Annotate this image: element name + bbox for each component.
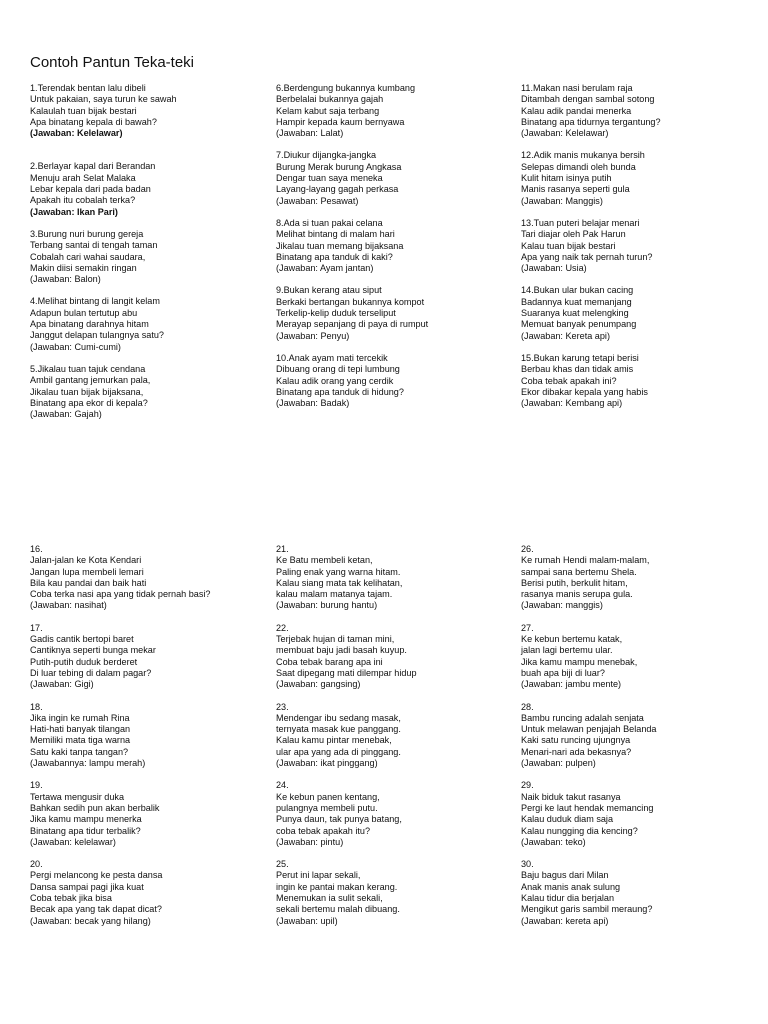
pantun-line: Kalau adik orang yang cerdik (276, 375, 394, 386)
pantun-stanza (521, 285, 757, 341)
pantun-line: Selepas dimandi oleh bunda (521, 161, 636, 172)
pantun-stanza (276, 623, 512, 691)
pantun-line: 10.Anak ayam mati tercekik (276, 352, 388, 363)
pantun-line: Perut ini lapar sekali, (276, 870, 361, 881)
pantun-answer: (Jawaban: Lalat) (276, 128, 344, 139)
pantun-line: Cobalah cari wahai saudara, (30, 251, 146, 262)
pantun-line: Kalau tuan bijak bestari (521, 240, 616, 251)
pantun-answer: (Jawaban: Gajah) (30, 409, 102, 420)
pantun-answer: (Jawaban: manggis) (521, 600, 603, 611)
pantun-line: Ekor dibakar kepala yang habis (521, 386, 648, 397)
pantun-line: Ke Batu membeli ketan, (276, 555, 373, 566)
pantun-line: 4.Melihat bintang di langit kelam (30, 296, 160, 307)
pantun-line: Binatang apa ekor di kepala? (30, 397, 148, 408)
pantun-line: ingin ke pantai makan kerang. (276, 881, 398, 892)
pantun-line: 8.Ada si tuan pakai celana (276, 217, 383, 228)
pantun-line: 5.Jikalau tuan tajuk cendana (30, 363, 146, 374)
pantun-line: Bambu runcing adalah senjata (521, 712, 644, 723)
pantun-line: Coba tebak apakah ini? (521, 375, 617, 386)
pantun-answer: (Jawaban: Kembang api) (521, 398, 623, 409)
pantun-line: 24. (276, 780, 289, 791)
pantun-line: Ke kebun panen kentang, (276, 791, 380, 802)
pantun-line: Jangan lupa membeli lemari (30, 566, 144, 577)
pantun-line: Coba terka nasi apa yang tidak pernah basi? (30, 589, 211, 600)
pantun-line: Melihat bintang di malam hari (276, 229, 395, 240)
column-top-1 (30, 83, 266, 420)
pantun-line: Jika ingin ke rumah Rina (30, 712, 130, 723)
pantun-line: 23. (276, 701, 289, 712)
pantun-line: buah apa biji di luar? (521, 667, 605, 678)
column-bottom-2 (276, 544, 512, 927)
pantun-line: Manis rasanya seperti gula (521, 184, 630, 195)
pantun-line: 28. (521, 701, 534, 712)
column-top-2 (276, 83, 512, 409)
pantun-stanza (521, 150, 757, 206)
pantun-answer: (Jawaban: Ayam jantan) (276, 263, 374, 274)
pantun-line: 27. (521, 622, 534, 633)
pantun-line: Janggut delapan tulangnya satu? (30, 330, 164, 341)
pantun-line: Kaki satu runcing ujungnya (521, 735, 631, 746)
pantun-line: Bahkan sedih pun akan berbalik (30, 802, 160, 813)
pantun-line: Putih-putih duduk berderet (30, 656, 138, 667)
pantun-stanza (521, 353, 757, 409)
pantun-line: 13.Tuan puteri belajar menari (521, 217, 640, 228)
pantun-line: Tertawa mengusir duka (30, 791, 125, 802)
pantun-line: 18. (30, 701, 43, 712)
pantun-line: Berisi putih, berkulit hitam, (521, 577, 628, 588)
pantun-stanza (521, 623, 757, 691)
pantun-answer: (Jawaban: nasihat) (30, 600, 107, 611)
pantun-line: 21. (276, 544, 289, 554)
pantun-answer: (Jawaban: ikat pinggang) (276, 758, 378, 769)
pantun-line: Coba tebak jika bisa (30, 893, 112, 904)
pantun-line: Merayap sepanjang di paya di rumput (276, 319, 429, 330)
pantun-answer: (Jawaban: burung hantu) (276, 600, 378, 611)
pantun-line: 29. (521, 780, 534, 791)
pantun-stanza (521, 544, 757, 612)
pantun-line: Punya daun, tak punya batang, (276, 814, 402, 825)
pantun-stanza (521, 780, 757, 848)
pantun-line: Kalau nungging dia kencing? (521, 825, 638, 836)
pantun-line: Coba tebak barang apa ini (276, 656, 383, 667)
pantun-line: Apa binatang darahnya hitam (30, 319, 149, 330)
pantun-line: 20. (30, 859, 43, 870)
pantun-answer: (Jawaban: Ikan Pari) (30, 206, 118, 217)
pantun-line: Adapun bulan tertutup abu (30, 307, 138, 318)
pantun-line: Menuju arah Selat Malaka (30, 172, 136, 183)
pantun-line: rasanya manis serupa gula. (521, 589, 633, 600)
pantun-stanza (276, 544, 512, 612)
pantun-answer: (Jawaban: kereta api) (521, 915, 609, 926)
pantun-answer: (Jawaban: Manggis) (521, 195, 603, 206)
pantun-stanza (276, 285, 512, 341)
pantun-answer: (Jawaban: teko) (521, 836, 586, 847)
pantun-line: ternyata masak kue panggang. (276, 724, 401, 735)
pantun-line: Layang-layang gagah perkasa (276, 184, 399, 195)
pantun-line: Untuk melawan penjajah Belanda (521, 724, 657, 735)
pantun-line: Apa binatang kepala di bawah? (30, 116, 157, 127)
pantun-line: Lebar kepala dari pada badan (30, 184, 151, 195)
pantun-stanza (521, 218, 757, 274)
pantun-line: Terjebak hujan di taman mini, (276, 634, 395, 645)
pantun-line: Binatang apa tanduk di kaki? (276, 251, 393, 262)
pantun-line: 11.Makan nasi berulam raja (521, 83, 633, 93)
pantun-answer: (Jawaban: kelelawar) (30, 836, 116, 847)
pantun-line: Terbang santai di tengah taman (30, 240, 158, 251)
pantun-stanza (30, 859, 266, 927)
pantun-line: ular apa yang ada di pinggang. (276, 746, 401, 757)
pantun-stanza (521, 859, 757, 927)
pantun-line: Memuat banyak penumpang (521, 319, 637, 330)
pantun-line: Jikalau tuan bijak bijaksana, (30, 386, 144, 397)
pantun-line: Satu kaki tanpa tangan? (30, 746, 129, 757)
pantun-line: 16. (30, 544, 43, 554)
pantun-line: Gadis cantik bertopi baret (30, 634, 134, 645)
pantun-line: Saat dipegang mati dilempar hidup (276, 667, 417, 678)
pantun-line: 7.Diukur dijangka-jangka (276, 150, 377, 161)
pantun-stanza (30, 161, 266, 217)
pantun-line: 30. (521, 859, 534, 870)
pantun-line: Ambil gantang jemurkan pala, (30, 375, 151, 386)
pantun-stanza (276, 83, 512, 139)
pantun-line: Kalau duduk diam saja (521, 814, 614, 825)
pantun-line: kalau malam matanya tajam. (276, 589, 393, 600)
pantun-stanza (30, 364, 266, 420)
pantun-line: Memiliki mata tiga warna (30, 735, 131, 746)
pantun-line: Becak apa yang tak dapat dicat? (30, 904, 162, 915)
pantun-line: Kalaulah tuan bijak bestari (30, 105, 137, 116)
pantun-line: Tari diajar oleh Pak Harun (521, 229, 626, 240)
pantun-answer: (Jawaban: Balon) (30, 274, 101, 285)
pantun-line: Baju bagus dari Milan (521, 870, 609, 881)
pantun-stanza (276, 353, 512, 409)
pantun-answer: (Jawaban: pulpen) (521, 758, 596, 769)
pantun-answer: (Jawaban: gangsing) (276, 679, 361, 690)
pantun-line: Terkelip-kelip duduk terseliput (276, 308, 396, 319)
pantun-answer: (Jawaban: Gigi) (30, 679, 94, 690)
pantun-answer: (Jawaban: Cumi-cumi) (30, 341, 121, 352)
pantun-answer: (Jawaban: pintu) (276, 836, 344, 847)
pantun-line: Suaranya kuat melengking (521, 308, 629, 319)
pantun-line: 25. (276, 859, 289, 870)
pantun-line: 6.Berdengung bukannya kumbang (276, 83, 416, 93)
pantun-line: Pergi ke laut hendak memancing (521, 802, 654, 813)
pantun-line: Berbelalai bukannya gajah (276, 94, 384, 105)
pantun-line: Dansa sampai pagi jika kuat (30, 881, 144, 892)
pantun-line: Berkaki bertangan bukannya kompot (276, 296, 425, 307)
pantun-line: sekali bertemu malah dibuang. (276, 904, 400, 915)
pantun-answer: (Jawaban: Kelelawar) (521, 128, 609, 139)
pantun-line: Kulit hitam isinya putih (521, 173, 612, 184)
pantun-answer: (Jawaban: becak yang hilang) (30, 915, 151, 926)
pantun-line: 2.Berlayar kapal dari Berandan (30, 161, 156, 172)
pantun-line: Apa yang naik tak pernah turun? (521, 251, 653, 262)
pantun-line: 3.Burung nuri burung gereja (30, 228, 144, 239)
column-top-3 (521, 83, 757, 409)
pantun-line: 14.Bukan ular bukan cacing (521, 285, 634, 296)
pantun-line: Ke rumah Hendi malam-malam, (521, 555, 650, 566)
pantun-stanza (30, 296, 266, 352)
pantun-answer: (Jawaban: Badak) (276, 398, 350, 409)
pantun-stanza (30, 623, 266, 691)
pantun-line: Jika kamu mampu menebak, (521, 656, 638, 667)
pantun-answer: (Jawaban: Penyu) (276, 330, 350, 341)
pantun-answer: (Jawaban: Usia) (521, 263, 587, 274)
pantun-line: Naik biduk takut rasanya (521, 791, 621, 802)
column-bottom-1 (30, 544, 266, 927)
pantun-line: Cantiknya seperti bunga mekar (30, 645, 156, 656)
pantun-line: coba tebak apakah itu? (276, 825, 371, 836)
pantun-stanza (30, 229, 266, 285)
pantun-line: 26. (521, 544, 534, 554)
pantun-line: membuat baju jadi basah kuyup. (276, 645, 407, 656)
pantun-answer: (Jawaban: Kelelawar) (30, 128, 123, 139)
pantun-line: Berbau khas dan tidak amis (521, 364, 634, 375)
pantun-line: Mendengar ibu sedang masak, (276, 712, 401, 723)
pantun-line: Paling enak yang warna hitam. (276, 566, 401, 577)
pantun-line: Kalau siang mata tak kelihatan, (276, 577, 403, 588)
pantun-stanza (30, 544, 266, 612)
pantun-line: Jalan-jalan ke Kota Kendari (30, 555, 142, 566)
pantun-answer: (Jawaban: Pesawat) (276, 195, 359, 206)
page-title: Contoh Pantun Teka-teki (30, 54, 194, 71)
pantun-line: Jikalau tuan memang bijaksana (276, 240, 404, 251)
pantun-line: Kalau adik pandai menerka (521, 105, 632, 116)
pantun-line: Apakah itu cobalah terka? (30, 195, 136, 206)
pantun-line: Dengar tuan saya meneka (276, 173, 383, 184)
pantun-line: 1.Terendak bentan lalu dibeli (30, 83, 146, 93)
pantun-stanza (276, 780, 512, 848)
pantun-stanza (30, 83, 266, 139)
pantun-line: Burung Merak burung Angkasa (276, 161, 402, 172)
pantun-line: jalan lagi bertemu ular. (521, 645, 613, 656)
pantun-line: Menemukan ia sulit sekali, (276, 893, 383, 904)
pantun-line: Bila kau pandai dan baik hati (30, 577, 147, 588)
pantun-stanza (30, 780, 266, 848)
pantun-stanza (276, 702, 512, 770)
pantun-line: pulangnya membeli putu. (276, 802, 378, 813)
pantun-line: Ditambah dengan sambal sotong (521, 94, 655, 105)
pantun-line: Dibuang orang di tepi lumbung (276, 364, 400, 375)
pantun-line: Binatang apa tidurnya tergantung? (521, 116, 661, 127)
pantun-line: 22. (276, 622, 289, 633)
pantun-line: Mengikut garis sambil meraung? (521, 904, 653, 915)
pantun-line: sampai sana bertemu Shela. (521, 566, 637, 577)
pantun-line: 12.Adik manis mukanya bersih (521, 150, 645, 161)
pantun-line: Kalau tidur dia berjalan (521, 893, 615, 904)
pantun-answer: (Jawaban: jambu mente) (521, 679, 622, 690)
column-bottom-3 (521, 544, 757, 927)
pantun-line: Untuk pakaian, saya turun ke sawah (30, 94, 177, 105)
pantun-line: Badannya kuat memanjang (521, 296, 632, 307)
pantun-line: Makin diisi semakin ringan (30, 262, 137, 273)
pantun-line: Binatang apa tidur terbalik? (30, 825, 141, 836)
pantun-line: Anak manis anak sulung (521, 881, 621, 892)
pantun-stanza (276, 859, 512, 927)
pantun-line: Di luar tebing di dalam pagar? (30, 667, 152, 678)
pantun-line: Kelam kabut saja terbang (276, 105, 380, 116)
pantun-stanza (521, 702, 757, 770)
pantun-stanza (521, 83, 757, 139)
pantun-stanza (276, 218, 512, 274)
pantun-line: 19. (30, 780, 43, 791)
pantun-line: Hati-hati banyak tilangan (30, 724, 131, 735)
pantun-line: Kalau kamu pintar menebak, (276, 735, 392, 746)
pantun-answer: (Jawabannya: lampu merah) (30, 758, 146, 769)
pantun-answer: (Jawaban: Kereta api) (521, 330, 610, 341)
pantun-answer: (Jawaban: upil) (276, 915, 338, 926)
pantun-line: Ke kebun bertemu katak, (521, 634, 623, 645)
pantun-line: Menari-nari ada bekasnya? (521, 746, 632, 757)
pantun-line: 9.Bukan kerang atau siput (276, 285, 382, 296)
pantun-stanza (276, 150, 512, 206)
pantun-line: 15.Bukan karung tetapi berisi (521, 352, 639, 363)
pantun-line: Jika kamu mampu menerka (30, 814, 142, 825)
pantun-line: Pergi melancong ke pesta dansa (30, 870, 163, 881)
pantun-stanza (30, 702, 266, 770)
pantun-line: Binatang apa tanduk di hidung? (276, 386, 404, 397)
pantun-line: 17. (30, 622, 43, 633)
pantun-line: Hampir kepada kaum bernyawa (276, 116, 405, 127)
